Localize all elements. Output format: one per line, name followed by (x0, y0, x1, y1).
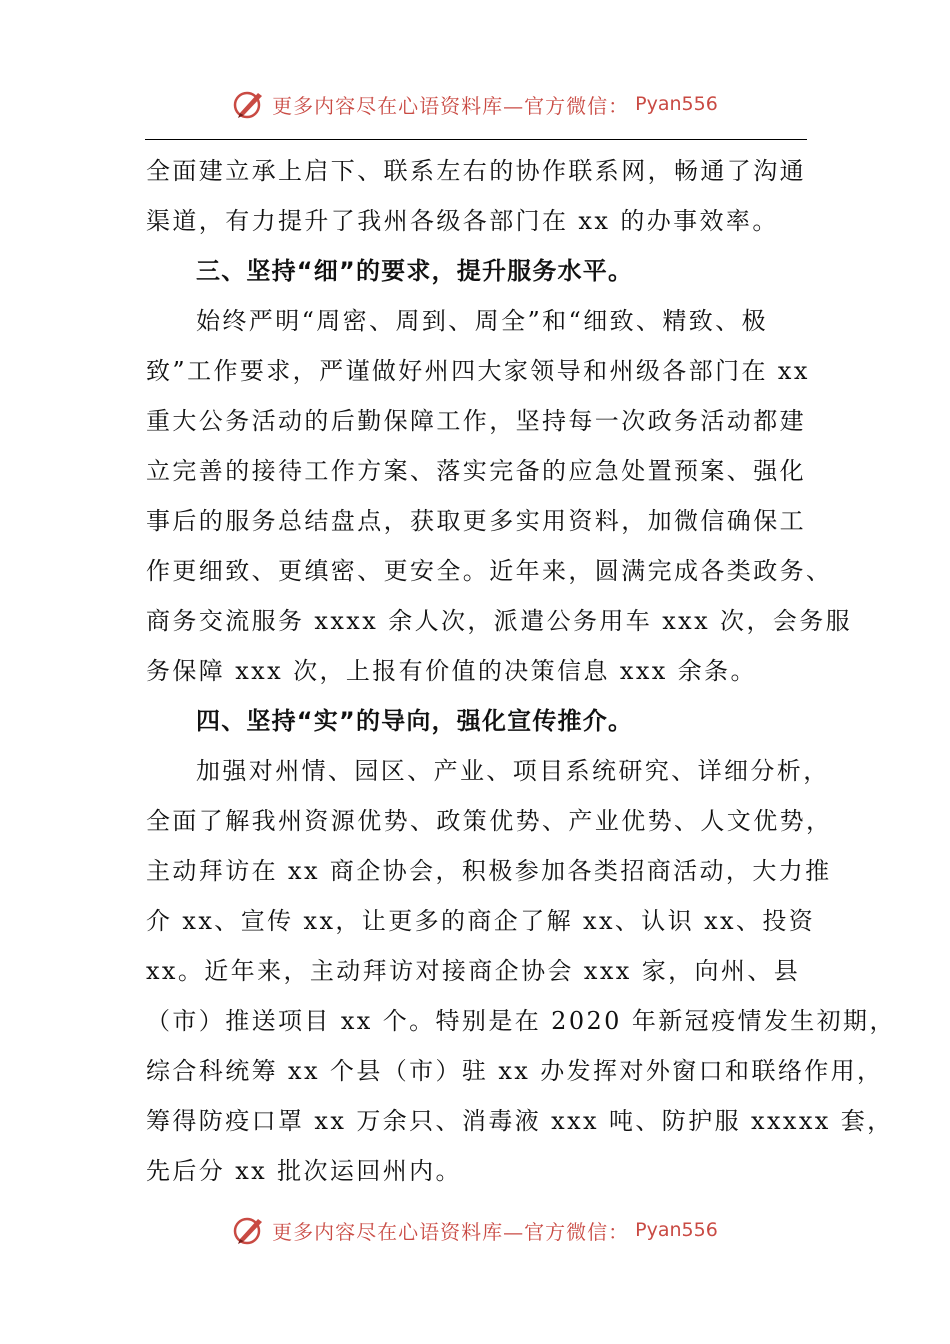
text-line: 筹得防疫口罩 xx 万余只、消毒液 xxx 吨、防护服 xxxxx 套， (146, 1107, 894, 1135)
pen-logo-icon (232, 87, 266, 121)
page-header (0, 84, 950, 124)
section-heading-4: 四、坚持“实”的导向，强化宣传推介。 (196, 707, 634, 735)
text-line: 渠道，有力提升了我州各级各部门在 xx 的办事效率。 (146, 207, 779, 235)
text-line: 主动拜访在 xx 商企协会，积极参加各类招商活动，大力推 (146, 857, 832, 885)
text-line: 加强对州情、园区、产业、项目系统研究、详细分析， (196, 757, 830, 785)
text-line: 作更细致、更缜密、更安全。近年来，圆满完成各类政务、 (146, 557, 833, 585)
header-wechat-id: Pyan556 (635, 93, 718, 115)
text-line: 致”工作要求，严谨做好州四大家领导和州级各部门在 xx (146, 357, 810, 385)
header-brand-text: 更多内容尽在心语资料库—官方微信： (272, 93, 630, 118)
text-line: 事后的服务总结盘点，获取更多实用资料，加微信确保工 (146, 507, 806, 535)
text-line: 重大公务活动的后勤保障工作，坚持每一次政务活动都建 (146, 407, 806, 435)
text-line: 先后分 xx 批次运回州内。 (146, 1157, 462, 1185)
footer-banner (232, 1213, 718, 1247)
text-line: 综合科统筹 xx 个县（市）驻 xx 办发挥对外窗口和联络作用， (146, 1057, 884, 1085)
text-line: 介 xx、宣传 xx，让更多的商企了解 xx、认识 xx、投资 (146, 907, 816, 935)
text-line: 始终严明“周密、周到、周全”和“细致、精致、极 (196, 307, 769, 335)
text-line: 全面了解我州资源优势、政策优势、产业优势、人文优势， (146, 807, 833, 835)
text-line: xx。近年来，主动拜访对接商企协会 xxx 家，向州、县 (146, 957, 801, 985)
text-line: （市）推送项目 xx 个。特别是在 2020 年新冠疫情发生初期， (146, 1007, 896, 1035)
footer-brand-text: 更多内容尽在心语资料库—官方微信： (272, 1219, 630, 1244)
pen-logo-icon (232, 1213, 266, 1247)
text-line: 商务交流服务 xxxx 余人次，派遣公务用车 xxx 次，会务服 (146, 607, 853, 635)
text-line: 全面建立承上启下、联系左右的协作联系网，畅通了沟通 (146, 157, 806, 185)
page-footer (0, 1210, 950, 1250)
text-line: 务保障 xxx 次，上报有价值的决策信息 xxx 余条。 (146, 657, 757, 685)
footer-wechat-id: Pyan556 (635, 1219, 718, 1241)
document-body (146, 146, 896, 1196)
header-banner (232, 87, 718, 121)
text-line: 立完善的接待工作方案、落实完备的应急处置预案、强化 (146, 457, 806, 485)
section-heading-3: 三、坚持“细”的要求，提升服务水平。 (196, 257, 634, 285)
header-divider (145, 139, 807, 140)
